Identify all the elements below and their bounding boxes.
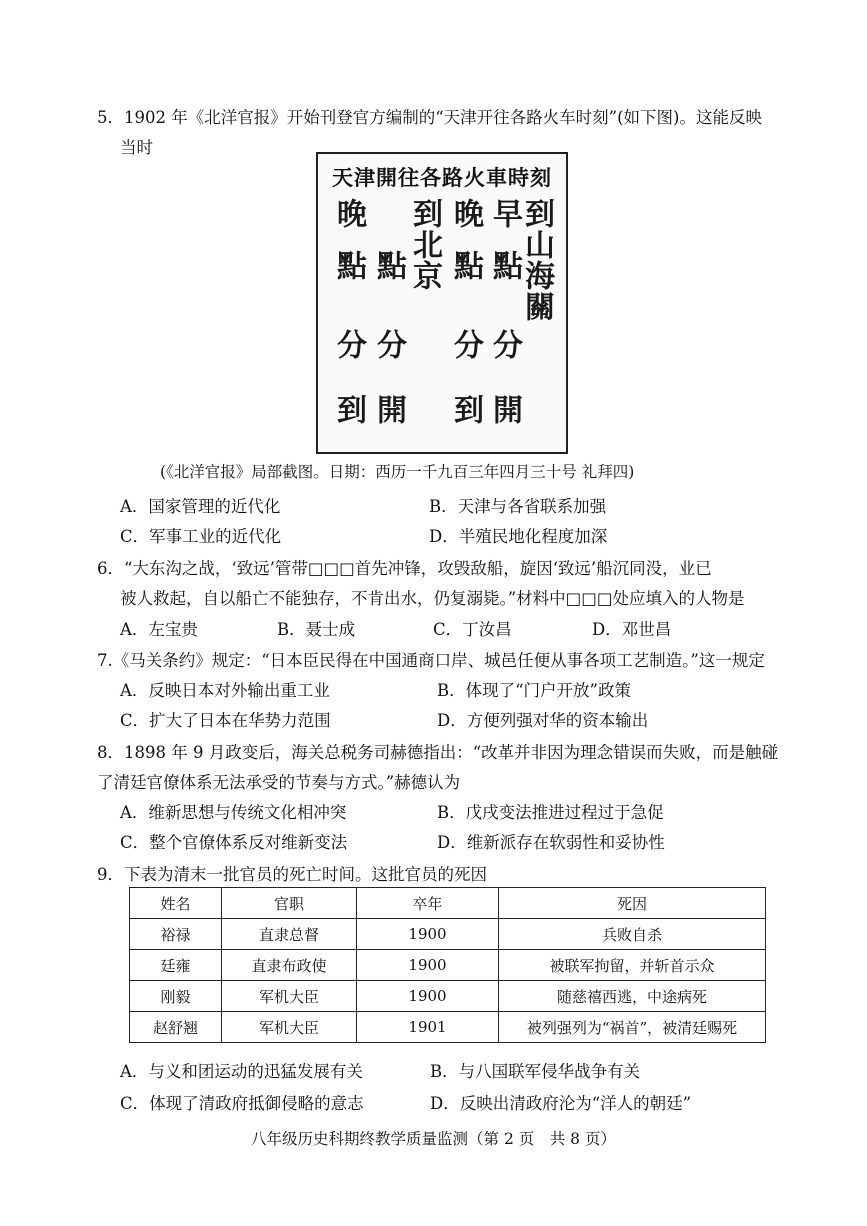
clipping-destination-beijing: 到北京	[407, 198, 442, 291]
table-row	[130, 981, 766, 1012]
table-cell: 1900	[357, 919, 499, 950]
table-row	[130, 950, 766, 981]
table-header-row	[130, 888, 766, 919]
table-cell: 被列强列为“祸首”，被清廷赐死	[499, 1012, 766, 1043]
q9-option-a[interactable]: A．与义和团运动的迅猛发展有关	[120, 1062, 363, 1081]
clipping-destination-shanhaiguan: 到山海關	[519, 198, 554, 322]
q5-option-b[interactable]: B．天津与各省联系加强	[429, 497, 607, 516]
clipping-col2-fen: 分	[487, 329, 522, 360]
q5-option-d[interactable]: D．半殖民地化程度加深	[429, 527, 608, 546]
table-cell: 1900	[357, 981, 499, 1012]
table-cell: 直隶总督	[222, 919, 357, 950]
table-header-cell: 姓名	[130, 888, 222, 919]
officials-death-table	[129, 887, 766, 1043]
q7-option-a[interactable]: A．反映日本对外输出重工业	[120, 681, 330, 700]
q8-option-d[interactable]: D．维新派存在软弱性和妥协性	[437, 833, 665, 852]
q6-option-c[interactable]: C．丁汝昌	[433, 620, 512, 639]
clipping-title: 天津開往各路火車時刻	[332, 165, 552, 190]
table-cell: 1900	[357, 950, 499, 981]
table-header-cell: 卒年	[357, 888, 499, 919]
clipping-col5-depart: 開	[371, 394, 406, 425]
clipping-col2-depart: 開	[487, 394, 522, 425]
table-cell: 随慈禧西逃，中途病死	[499, 981, 766, 1012]
clipping-col5-fen: 分	[371, 329, 406, 360]
q8-option-b[interactable]: B．戊戌变法推进过程过于急促	[437, 803, 664, 822]
clipping-col6-dian: 點	[331, 250, 366, 281]
page-footer: 八年级历史科期终教学质量监测（第 2 页 共 8 页）	[251, 1130, 616, 1148]
clipping-col3-dian: 點	[448, 250, 483, 281]
q8-option-c[interactable]: C．整个官僚体系反对维新变法	[120, 833, 348, 852]
table-header-cell: 官职	[222, 888, 357, 919]
table-cell: 裕禄	[130, 919, 222, 950]
table-cell: 1901	[357, 1012, 499, 1043]
q5-stem-line1: 5．1902 年《北洋官报》开始刊登官方编制的“天津开往各路火车时刻”(如下图)。这能反映	[97, 108, 762, 127]
q5-option-c[interactable]: C．军事工业的近代化	[120, 527, 282, 546]
table-cell: 被联军拘留，并斩首示众	[499, 950, 766, 981]
table-header-cell: 死因	[499, 888, 766, 919]
clipping-col3-arrive: 到	[448, 394, 483, 425]
table-row	[130, 919, 766, 950]
q5-stem-line2: 当时	[120, 138, 153, 157]
table-cell: 直隶布政使	[222, 950, 357, 981]
clipping-col5-dian: 點	[371, 250, 406, 281]
table-cell: 廷雍	[130, 950, 222, 981]
q9-option-b[interactable]: B．与八国联军侵华战争有关	[430, 1062, 641, 1081]
q6-stem-line2: 被人救起，自以船亡不能独存，不肯出水，仍复溺毙。”材料中□□□处应填入的人物是	[120, 589, 745, 608]
table-row	[130, 1012, 766, 1043]
clipping-col6-period: 晚	[331, 198, 366, 229]
q9-option-d[interactable]: D．反映出清政府沦为“洋人的朝廷”	[430, 1094, 692, 1113]
clipping-col6-arrive: 到	[331, 394, 366, 425]
clipping-col3-period: 晚	[448, 198, 483, 229]
q5-option-a[interactable]: A．国家管理的近代化	[120, 497, 281, 516]
clipping-caption: (《北洋官报》局部截图。日期：西历一千九百三年四月三十号 礼拜四)	[160, 463, 635, 481]
q6-stem-line1: 6．“大东沟之战，‘致远’管带□□□首先冲锋，攻毁敌船，旋因‘致远’船沉同没，业已	[97, 559, 712, 578]
table-cell: 军机大臣	[222, 1012, 357, 1043]
newspaper-clipping	[316, 152, 568, 454]
q7-option-d[interactable]: D．方便列强对华的资本输出	[437, 711, 649, 730]
q9-option-c[interactable]: C．体现了清政府抵御侵略的意志	[120, 1094, 364, 1113]
q8-option-a[interactable]: A．维新思想与传统文化相冲突	[120, 803, 347, 822]
q7-stem-line1: 7.《马关条约》规定：“日本臣民得在中国通商口岸、城邑任便从事各项工艺制造。”这一规定	[97, 651, 765, 670]
q7-option-c[interactable]: C．扩大了日本在华势力范围	[120, 711, 331, 730]
q6-option-d[interactable]: D．邓世昌	[592, 620, 672, 639]
table-cell: 军机大臣	[222, 981, 357, 1012]
clipping-col2-period: 早	[487, 198, 522, 229]
table-cell: 兵败自杀	[499, 919, 766, 950]
table-cell: 刚毅	[130, 981, 222, 1012]
q9-stem-line1: 9．下表为清末一批官员的死亡时间。这批官员的死因	[97, 865, 487, 884]
clipping-col3-fen: 分	[448, 329, 483, 360]
q7-option-b[interactable]: B．体现了“门户开放”政策	[437, 681, 631, 700]
q6-option-a[interactable]: A．左宝贵	[120, 620, 198, 639]
table-cell: 赵舒翘	[130, 1012, 222, 1043]
clipping-col2-dian: 點	[487, 250, 522, 281]
clipping-col6-fen: 分	[331, 329, 366, 360]
q6-option-b[interactable]: B．聂士成	[277, 620, 356, 639]
q8-stem-line1: 8．1898 年 9 月政变后，海关总税务司赫德指出：“改革并非因为理念错误而失败，而是触碰	[97, 743, 779, 762]
q8-stem-line2: 了清廷官僚体系无法承受的节奏与方式。”赫德认为	[97, 773, 461, 792]
